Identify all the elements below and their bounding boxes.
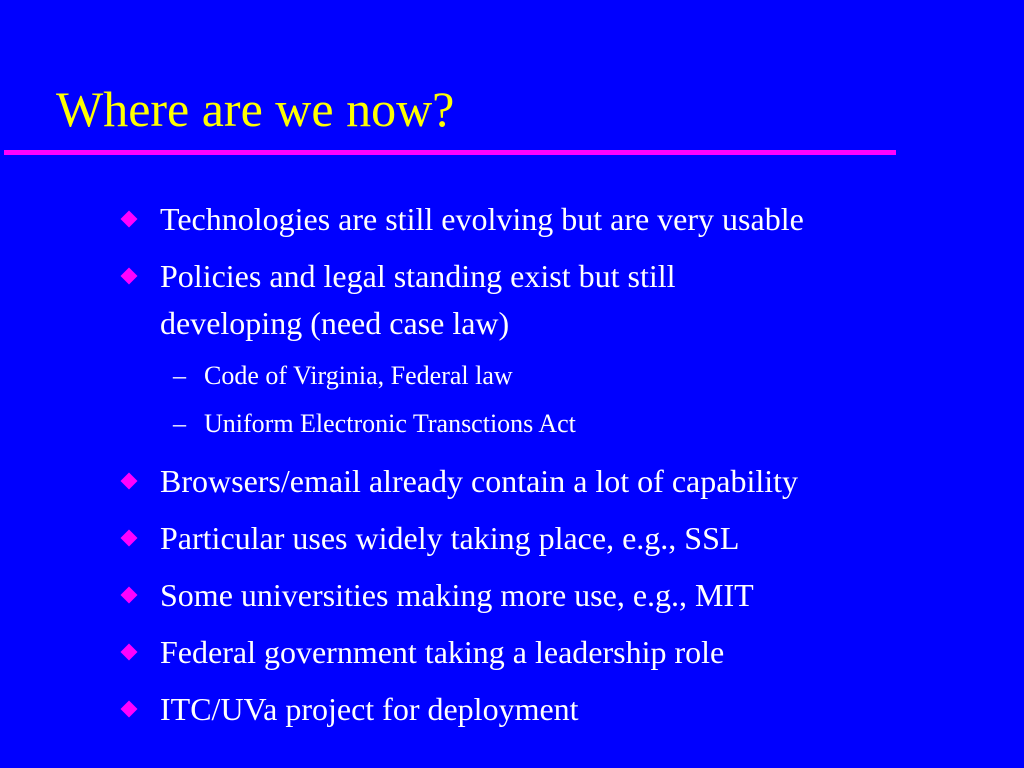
sub-bullet-text: Code of Virginia, Federal law bbox=[204, 361, 513, 390]
dash-bullet-icon: – bbox=[173, 409, 186, 438]
bullet-text: ITC/UVa project for deployment bbox=[160, 691, 579, 727]
sub-bullet-text: Uniform Electronic Transctions Act bbox=[204, 409, 576, 438]
slide-title: Where are we now? bbox=[56, 81, 455, 137]
bullet-text-line-1: Policies and legal standing exist but still bbox=[160, 258, 676, 294]
diamond-bullet-icon bbox=[121, 644, 138, 661]
diamond-bullet-icon bbox=[121, 268, 138, 285]
bullet-text-line-2: developing (need case law) bbox=[160, 305, 510, 341]
sub-bullet-item bbox=[173, 359, 513, 393]
bullet-item bbox=[160, 572, 754, 618]
bullet-item bbox=[160, 686, 579, 732]
bullet-item bbox=[160, 196, 804, 242]
bullet-text: Technologies are still evolving but are very usable bbox=[160, 201, 804, 237]
sub-bullet-item bbox=[173, 407, 576, 441]
diamond-bullet-icon bbox=[121, 701, 138, 718]
bullet-text: Federal government taking a leadership role bbox=[160, 634, 725, 670]
bullet-text: Particular uses widely taking place, e.g., SSL bbox=[160, 520, 740, 556]
bullet-item-continuation bbox=[160, 300, 509, 346]
bullet-item bbox=[160, 629, 724, 675]
bullet-text: Some universities making more use, e.g., MIT bbox=[160, 577, 754, 613]
bullet-item bbox=[160, 253, 676, 299]
diamond-bullet-icon bbox=[121, 587, 138, 604]
diamond-bullet-icon bbox=[121, 530, 138, 547]
diamond-bullet-icon bbox=[121, 473, 138, 490]
bullet-text: Browsers/email already contain a lot of capability bbox=[160, 463, 798, 499]
diamond-bullet-icon bbox=[121, 211, 138, 228]
bullet-item bbox=[160, 515, 739, 561]
dash-bullet-icon: – bbox=[173, 361, 186, 390]
bullet-item bbox=[160, 458, 798, 504]
